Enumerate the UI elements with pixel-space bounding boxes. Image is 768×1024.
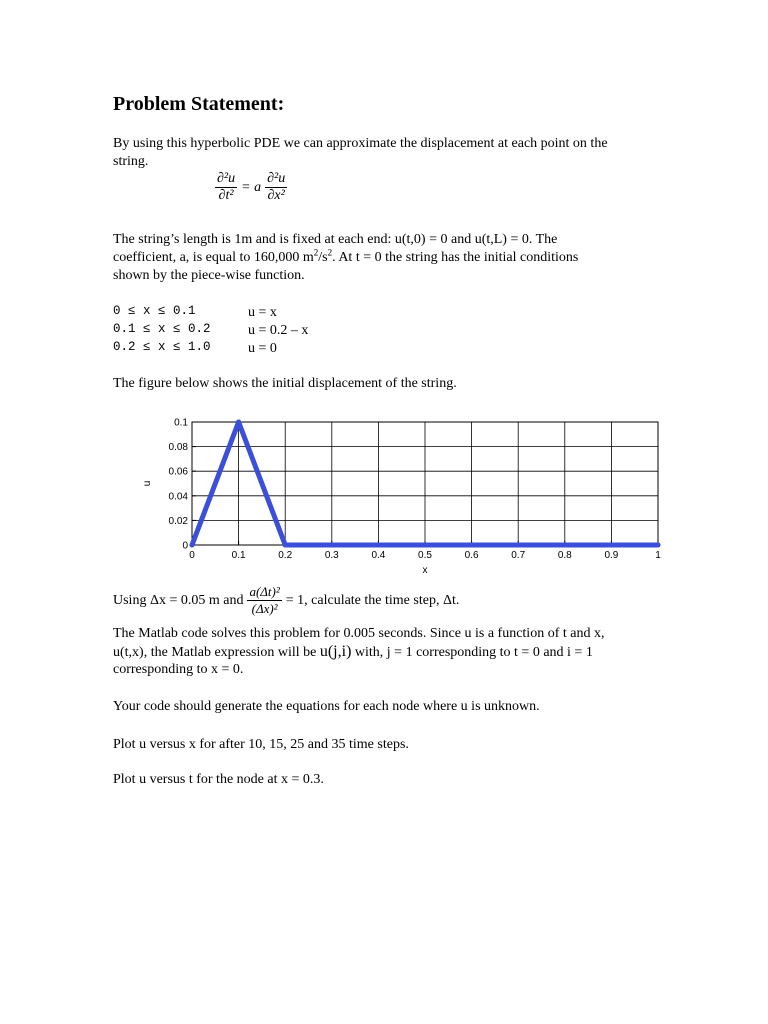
timestep-fraction: [247, 584, 281, 617]
initial-displacement-chart: [140, 410, 680, 580]
matlab-line-2: [113, 643, 593, 662]
pde-lhs-denominator: ∂t²: [218, 188, 234, 203]
data-point: [283, 543, 288, 548]
data-point: [376, 543, 381, 548]
matlab-line-3: corresponding to x = 0.: [113, 662, 244, 677]
x-tick-label: 1: [655, 550, 661, 561]
x-tick-label: 0.8: [557, 550, 572, 561]
conditions-line-2: [113, 249, 578, 267]
piecewise-expr-1: u = x: [248, 305, 277, 320]
data-point: [190, 543, 195, 548]
conditions-sup-1: 2: [313, 247, 319, 258]
conditions-sup-2: 2: [327, 247, 333, 258]
x-tick-label: 0.2: [278, 550, 293, 561]
page-title: Problem Statement:: [113, 93, 285, 115]
pde-rhs-denominator: ∂x²: [267, 188, 285, 203]
conditions-text-b: /s: [318, 250, 328, 265]
matlab-line-1: The Matlab code solves this problem for 0.005 seconds. Since u is a function of t and x,: [113, 626, 605, 641]
conditions-text-a: coefficient, a, is equal to 160,000 m: [113, 250, 314, 265]
timestep-denominator: (Δx)²: [251, 601, 278, 616]
data-point: [562, 543, 567, 548]
timestep-prefix: Using Δx = 0.05 m and: [113, 592, 244, 608]
y-tick-label: 0.02: [168, 515, 188, 527]
y-tick-label: 0: [182, 540, 188, 552]
piecewise-range-2: 0.1 ≤ x ≤ 0.2: [113, 322, 211, 336]
pde-rhs: [265, 171, 287, 204]
piecewise-expr-3: u = 0: [248, 341, 277, 356]
data-point: [656, 543, 661, 548]
y-tick-label: 0.08: [168, 442, 188, 454]
task-3: Plot u versus t for the node at x = 0.3.: [113, 772, 324, 787]
x-tick-label: 0.6: [464, 550, 479, 561]
matlab-text-a: u(t,x), the Matlab expression will be: [113, 645, 317, 660]
pde-rhs-numerator: ∂²u: [267, 171, 286, 186]
data-point: [423, 543, 428, 548]
figure-caption: The figure below shows the initial displacement of the string.: [113, 376, 457, 391]
conditions-line-3: shown by the piece-wise function.: [113, 268, 305, 283]
timestep-line: [113, 584, 459, 617]
task-1: Your code should generate the equations for each node where u is unknown.: [113, 699, 540, 714]
data-point: [469, 543, 474, 548]
y-axis-label: u: [142, 480, 153, 487]
piecewise-expr-2: u = 0.2 – x: [248, 323, 309, 338]
pde-lhs: [215, 171, 237, 204]
piecewise-range-3: 0.2 ≤ x ≤ 1.0: [113, 340, 211, 354]
data-point: [329, 543, 334, 548]
timestep-numerator: a(Δt)²: [249, 584, 280, 599]
x-tick-label: 0: [189, 550, 195, 561]
x-tick-label: 0.1: [231, 550, 246, 561]
piecewise-range-1: 0 ≤ x ≤ 0.1: [113, 304, 196, 318]
y-tick-label: 0.04: [168, 491, 188, 503]
x-tick-label: 0.3: [324, 550, 339, 561]
matlab-code-expression: u(j,i): [319, 643, 352, 660]
x-tick-label: 0.9: [604, 550, 619, 561]
pde-equation: [215, 171, 287, 204]
pde-equals: = a: [241, 179, 262, 195]
timestep-suffix: = 1, calculate the time step, Δt.: [285, 592, 460, 608]
pde-lhs-numerator: ∂²u: [217, 171, 236, 186]
conditions-text-c: . At t = 0 the string has the initial conditions: [332, 250, 579, 265]
x-tick-label: 0.7: [511, 550, 526, 561]
task-2: Plot u versus x for after 10, 15, 25 and 35 time steps.: [113, 737, 409, 752]
x-tick-label: 0.5: [418, 550, 432, 561]
matlab-text-b: with, j = 1 corresponding to t = 0 and i = 1: [354, 645, 593, 660]
y-tick-label: 0.06: [168, 466, 188, 478]
x-tick-label: 0.4: [371, 550, 386, 561]
data-point: [236, 420, 241, 425]
data-point: [516, 543, 521, 548]
intro-line-1: By using this hyperbolic PDE we can approximate the displacement at each point on the: [113, 136, 608, 151]
intro-line-2: string.: [113, 154, 149, 169]
conditions-line-1: The string’s length is 1m and is fixed at each end: u(t,0) = 0 and u(t,L) = 0. The: [113, 232, 558, 247]
y-tick-label: 0.1: [174, 417, 188, 429]
x-axis-label: x: [422, 565, 428, 576]
data-point: [609, 543, 614, 548]
